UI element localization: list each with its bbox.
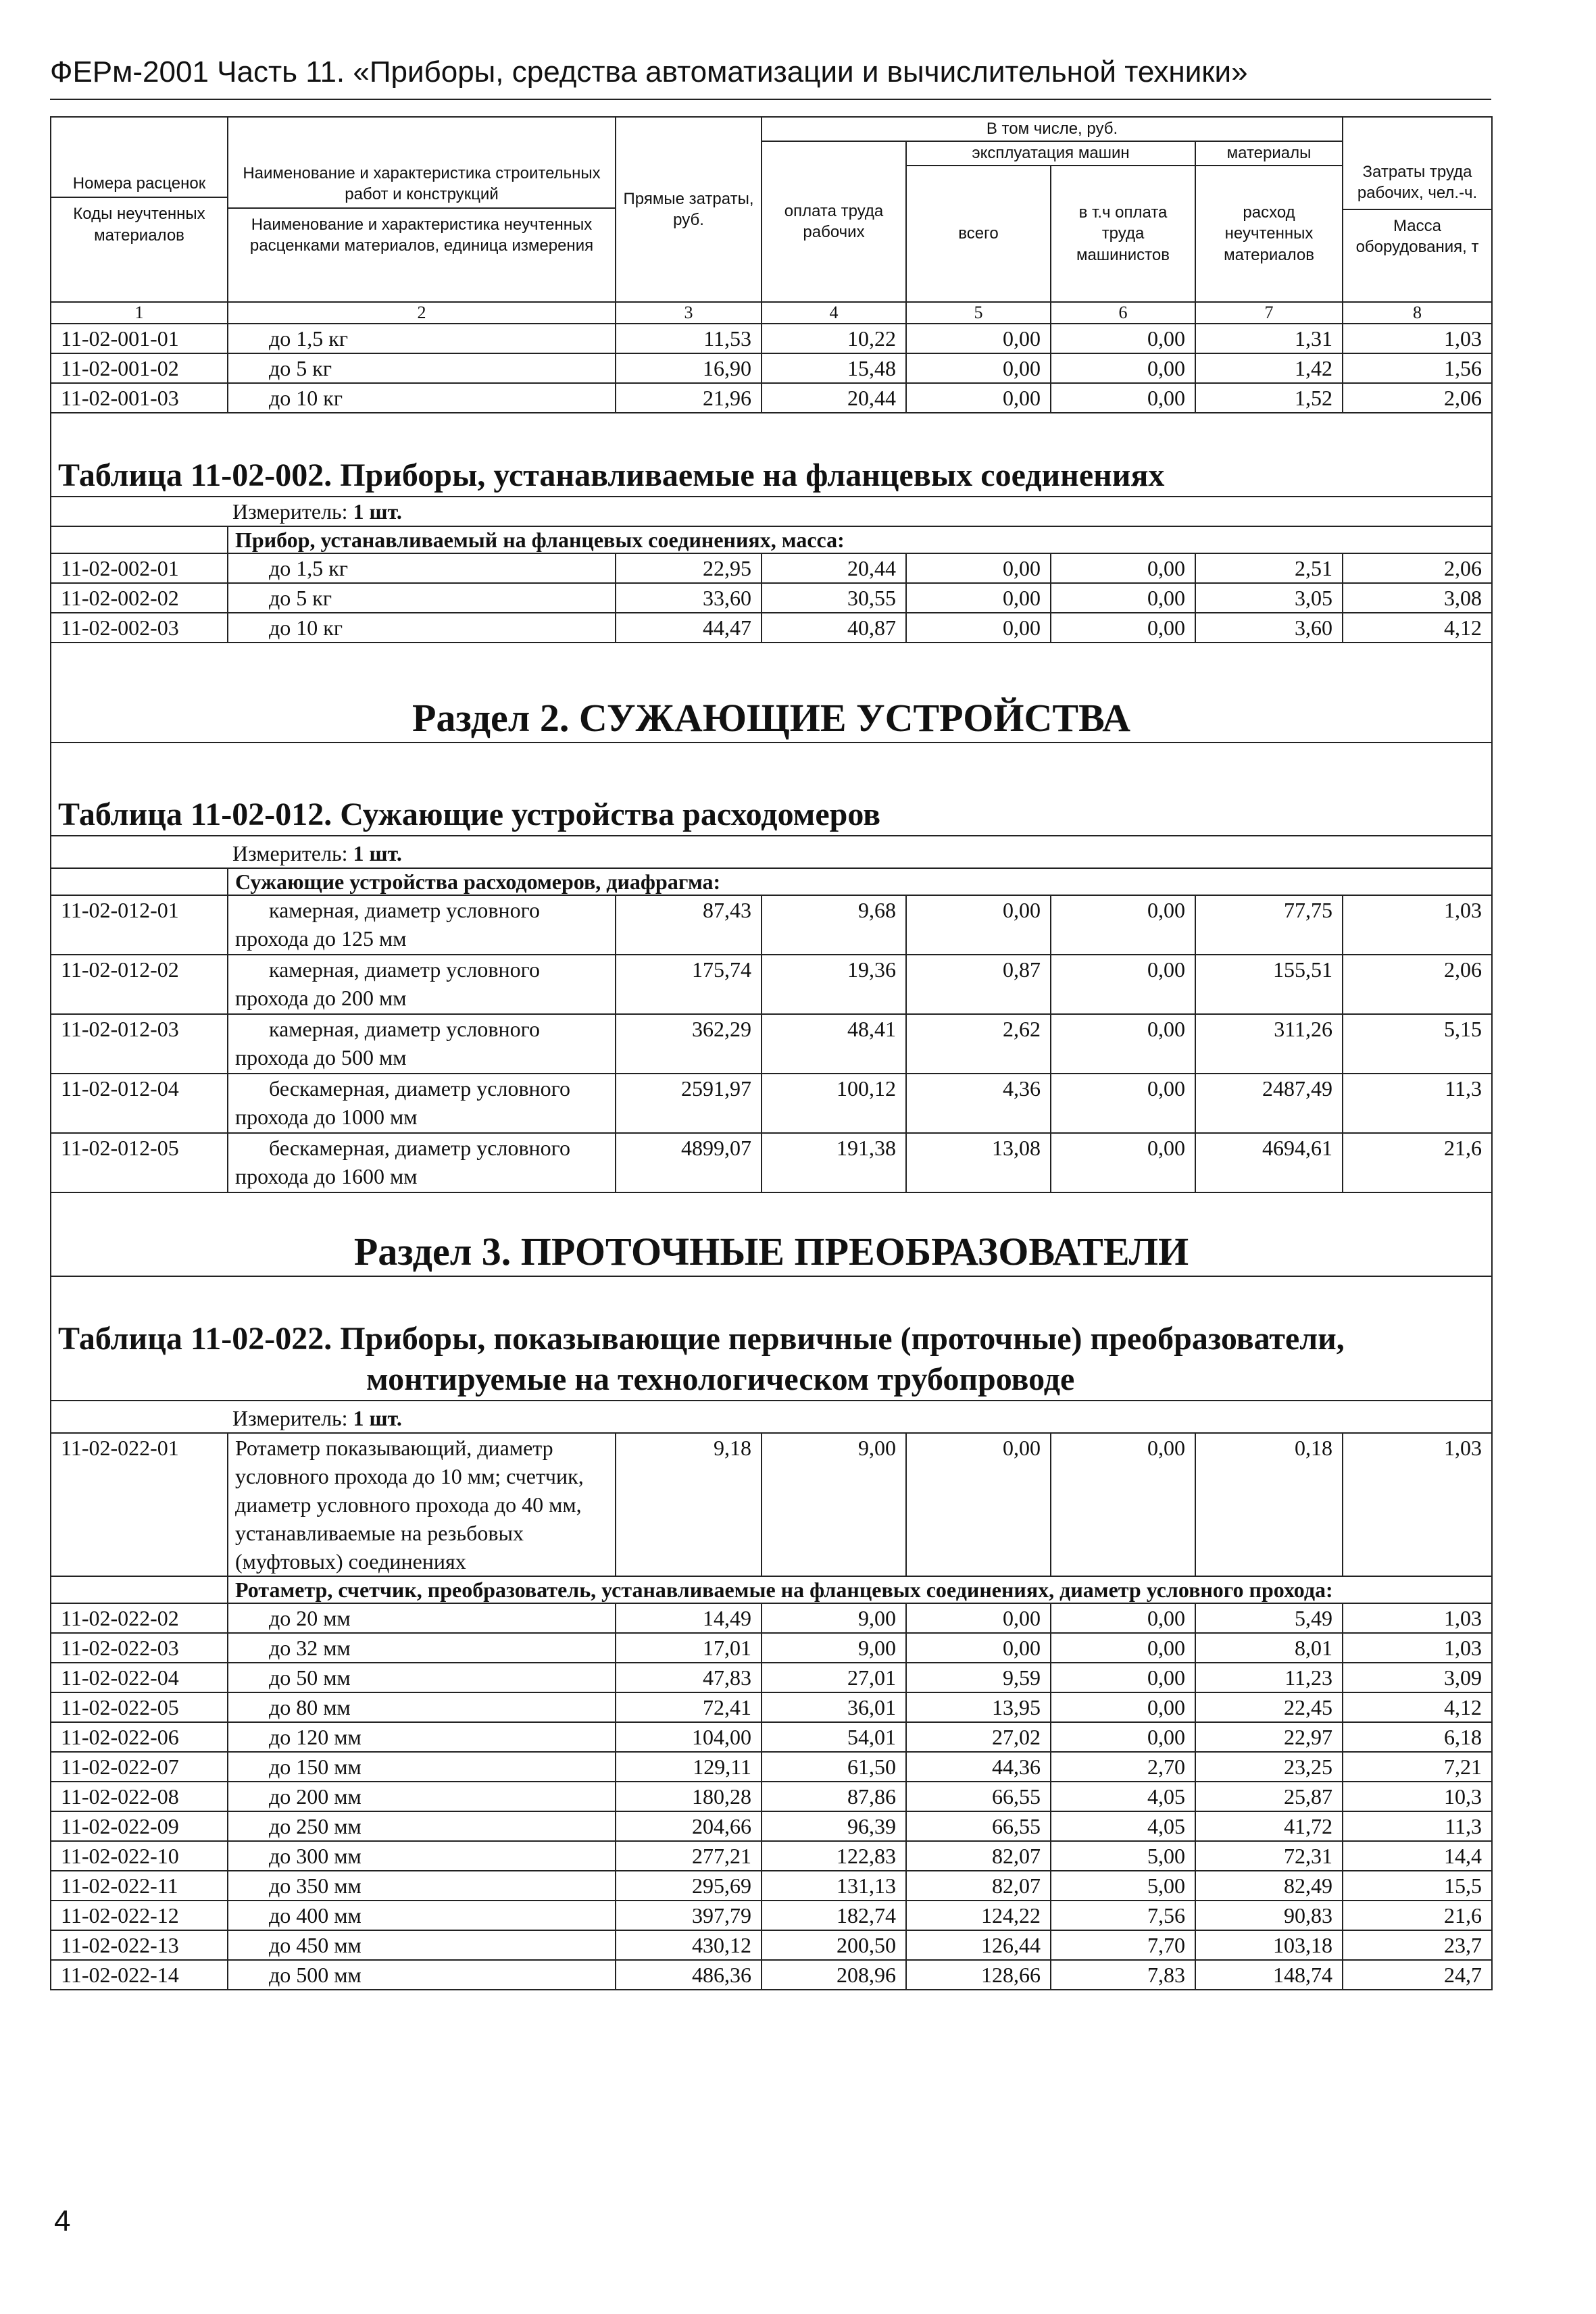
table-row: 11-02-001-03 до 10 кг 21,96 20,44 0,00 0,00 1,52 2,06 (51, 383, 1492, 413)
table-title-022-line2: монтируемые на технологическом трубопроводе (366, 1361, 1075, 1397)
page-number: 4 (54, 2205, 71, 2238)
unit-of-measure: Измеритель: 1 шт. (232, 1406, 402, 1430)
table-row: 11-02-012-01 камерная, диаметр условного прохода до 125 мм 87,43 9,68 0,00 0,00 77,75 1,03 (51, 895, 1492, 955)
table-row: 11-02-012-04 бескамерная, диаметр условного прохода до 1000 мм 2591,97 100,12 4,36 0,00 2487,49 11,3 (51, 1074, 1492, 1133)
table-row: 11-02-001-02 до 5 кг 16,90 15,48 0,00 0,00 1,42 1,56 (51, 353, 1492, 383)
section-title-3: Раздел 3. ПРОТОЧНЫЕ ПРЕОБРАЗОВАТЕЛИ (353, 1230, 1189, 1274)
col-header-total: всего (906, 166, 1051, 302)
table-row: 11-02-022-11 до 350 мм 295,69 131,13 82,07 5,00 82,49 15,5 (51, 1871, 1492, 1901)
column-numbers: 1 2 3 4 5 6 7 8 (51, 302, 1492, 324)
rates-sheet (50, 116, 1491, 1990)
unit-of-measure: Измеритель: 1 шт. (232, 841, 402, 865)
col-header-name: Наименование и характеристика строительных работ и конструкций Наименование и характеристика неучтенных расценками материалов, единица измерения (228, 117, 616, 302)
col-header-direct-costs: Прямые затраты, руб. (616, 117, 762, 302)
table-row: 11-02-002-02 до 5 кг 33,60 30,55 0,00 0,00 3,05 3,08 (51, 583, 1492, 613)
table-row: 11-02-022-02 до 20 мм 14,49 9,00 0,00 0,00 5,49 1,03 (51, 1603, 1492, 1633)
table-header (51, 117, 1492, 302)
table-row: 11-02-022-08 до 200 мм 180,28 87,86 66,55 4,05 25,87 10,3 (51, 1782, 1492, 1811)
table-row: 11-02-022-09 до 250 мм 204,66 96,39 66,55 4,05 41,72 11,3 (51, 1811, 1492, 1841)
table-row: 11-02-022-03 до 32 мм 17,01 9,00 0,00 0,00 8,01 1,03 (51, 1633, 1492, 1663)
table-title-002: Таблица 11-02-002. Приборы, устанавливаемые на фланцевых соединениях (58, 457, 1165, 493)
table-row: 11-02-012-02 камерная, диаметр условного прохода до 200 мм 175,74 19,36 0,87 0,00 155,51 2,06 (51, 955, 1492, 1014)
rates-table (50, 116, 1493, 1990)
group-heading: Прибор, устанавливаемый на фланцевых соединениях, масса: (51, 526, 1492, 553)
table-row: 11-02-022-06 до 120 мм 104,00 54,01 27,02 0,00 22,97 6,18 (51, 1722, 1492, 1752)
table-row: 11-02-012-03 камерная, диаметр условного прохода до 500 мм 362,29 48,41 2,62 0,00 311,26 5,15 (51, 1014, 1492, 1074)
group-heading: Сужающие устройства расходомеров, диафрагма: (51, 868, 1492, 895)
col-header-labor: Затраты труда рабочих, чел.-ч. Масса оборудования, т (1343, 117, 1492, 302)
col-header-wages: оплата труда рабочих (762, 141, 906, 302)
table-row: 11-02-022-04 до 50 мм 47,83 27,01 9,59 0,00 11,23 3,09 (51, 1663, 1492, 1692)
table-row: 11-02-022-13 до 450 мм 430,12 200,50 126,44 7,70 103,18 23,7 (51, 1930, 1492, 1960)
col-header-material-use: расход неучтенных материалов (1195, 166, 1343, 302)
table-row: 11-02-022-10 до 300 мм 277,21 122,83 82,07 5,00 72,31 14,4 (51, 1841, 1492, 1871)
group-heading: Ротаметр, счетчик, преобразователь, устанавливаемые на фланцевых соединениях, диаметр условного прохода: (51, 1576, 1492, 1603)
col-header-operator-wages: в т.ч оплата труда машинистов (1051, 166, 1195, 302)
table-row: 11-02-022-14 до 500 мм 486,36 208,96 128,66 7,83 148,74 24,7 (51, 1960, 1492, 1990)
col-header-codes: Номера расценок Коды неучтенных материалов (51, 117, 228, 302)
table-row: 11-02-001-01 до 1,5 кг 11,53 10,22 0,00 0,00 1,31 1,03 (51, 324, 1492, 353)
table-row: 11-02-022-07 до 150 мм 129,11 61,50 44,36 2,70 23,25 7,21 (51, 1752, 1492, 1782)
table-row: 11-02-012-05 бескамерная, диаметр условного прохода до 1600 мм 4899,07 191,38 13,08 0,00 4694,61 21,6 (51, 1133, 1492, 1192)
table-row: 11-02-002-01 до 1,5 кг 22,95 20,44 0,00 0,00 2,51 2,06 (51, 553, 1492, 583)
table-title-012: Таблица 11-02-012. Сужающие устройства расходомеров (58, 797, 881, 832)
unit-of-measure: Измеритель: 1 шт. (232, 499, 402, 524)
col-header-machines: эксплуатация машин (906, 141, 1195, 166)
col-header-group: В том числе, руб. (762, 117, 1343, 141)
table-row: 11-02-022-12 до 400 мм 397,79 182,74 124,22 7,56 90,83 21,6 (51, 1901, 1492, 1930)
table-title-022: Таблица 11-02-022. Приборы, показывающие первичные (проточные) преобразователи, (58, 1321, 1345, 1357)
page-header: ФЕРм-2001 Часть 11. «Приборы, средства автоматизации и вычислительной техники» (50, 55, 1491, 100)
table-row: 11-02-022-01 Ротаметр показывающий, диаметр условного прохода до 10 мм; счетчик, диаметр условного прохода до 40 мм, устанавливаемые на резьбовых (муфтовых) соединениях 9,18 9,00 0,00 0,00 0,18 1,03 (51, 1433, 1492, 1576)
table-row: 11-02-022-05 до 80 мм 72,41 36,01 13,95 0,00 22,45 4,12 (51, 1692, 1492, 1722)
table-row: 11-02-002-03 до 10 кг 44,47 40,87 0,00 0,00 3,60 4,12 (51, 613, 1492, 643)
section-title-2: Раздел 2. СУЖАЮЩИЕ УСТРОЙСТВА (412, 696, 1130, 740)
col-header-materials: материалы (1195, 141, 1343, 166)
